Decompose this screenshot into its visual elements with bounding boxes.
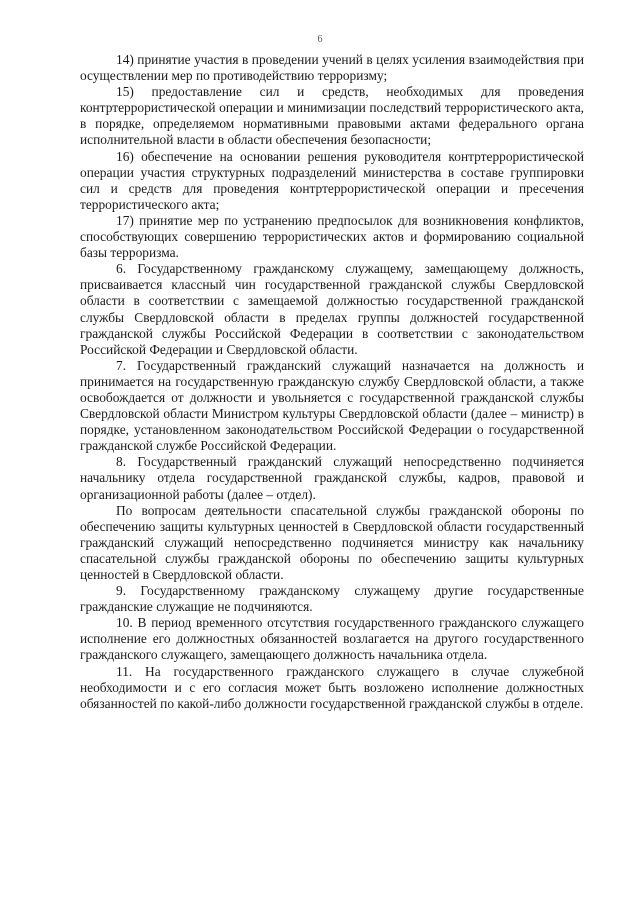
paragraph-section-6: 6. Государственному гражданскому служащему, замещающему должность, присваивается классный чин государственной гражданской службы Свердловской области в соответствии с замещаемой должностью государственной гражданской службы Свердловской области в пределах группы должностей государственной гражданской службы Российской Федерации в соответствии с законодательством Российской Федерации и Свердловской области. [80, 261, 584, 357]
paragraph-section-11: 11. На государственного гражданского служащего в случае служебной необходимости и с его согласия может быть возложено исполнение должностных обязанностей по какой-либо должности государственной гражданской службы в отделе. [80, 663, 584, 711]
paragraph-item-14: 14) принятие участия в проведении учений в целях усиления взаимодействия при осуществлении мер по противодействию терроризму; [80, 52, 584, 84]
paragraph-section-9: 9. Государственному гражданскому служащему другие государственные гражданские служащие не подчиняются. [80, 583, 584, 615]
paragraph-section-8: 8. Государственный гражданский служащий непосредственно подчиняется начальнику отдела государственной гражданской службы, кадров, правовой и организационной работы (далее – отдел). [80, 454, 584, 502]
paragraph-section-7: 7. Государственный гражданский служащий назначается на должность и принимается на государственную гражданскую службу Свердловской области, а также освобождается от должности и увольняется с государственной гражданской службы Свердловской области Министром культуры Свердловской области (далее – министр) в порядке, установленном законодательством Российской Федерации о государственной гражданской службе Российской Федерации. [80, 357, 584, 454]
page-number: 6 [317, 34, 323, 45]
paragraph-item-15: 15) предоставление сил и средств, необходимых для проведения контртеррористической операции и минимизации последствий террористического акта, в порядке, определяемом нормативными правовыми актами федерального органа исполнительной власти в области обеспечения безопасности; [80, 84, 584, 148]
paragraph-item-17: 17) принятие мер по устранению предпосылок для возникновения конфликтов, способствующих совершению террористических актов и формированию социальной базы терроризма. [80, 212, 584, 261]
paragraph-civil-defense: По вопросам деятельности спасательной службы гражданской обороны по обеспечению защиты культурных ценностей в Свердловской области государственный гражданский служащий непосредственно подчиняется министру как начальнику спасательной службы гражданской обороны по обеспечению защиты культурных ценностей в Свердловской области. [80, 502, 584, 582]
paragraph-section-10: 10. В период временного отсутствия государственного гражданского служащего исполнение его должностных обязанностей возлагается на другого государственного гражданского служащего, замещающего должность начальника отдела. [80, 615, 584, 663]
paragraph-item-16: 16) обеспечение на основании решения руководителя контртеррористической операции участия структурных подразделений министерства в составе группировки сил и средств для проведения контртеррористической операции и пресечения террористического акта; [80, 148, 584, 212]
